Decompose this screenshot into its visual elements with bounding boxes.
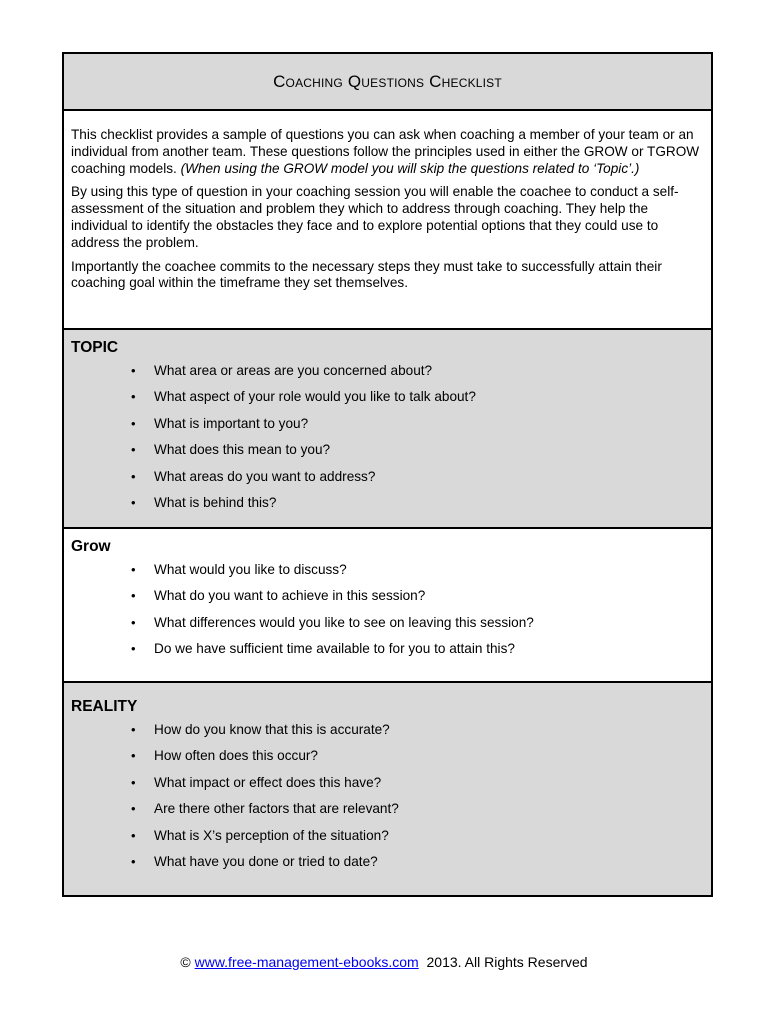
rights-text: 2013. All Rights Reserved [426,954,588,970]
question-text: What do you want to achieve in this session? [154,588,426,604]
question-item [131,588,703,614]
question-item [131,442,703,468]
question-text: What does this mean to you? [154,442,331,458]
bullet-icon: • [131,774,136,790]
bullet-icon: • [131,588,136,604]
question-text: Do we have sufficient time available to for you to attain this? [154,641,515,657]
question-item [131,828,703,854]
intro-paragraph-1 [71,127,703,177]
question-text: What differences would you like to see on leaving this session? [154,614,534,630]
question-list-reality [71,722,703,880]
question-item [131,854,703,880]
bullet-icon: • [131,748,136,764]
question-text: How do you know that this is accurate? [154,722,390,737]
section-heading-topic: TOPIC [71,339,119,356]
question-item [131,615,703,641]
checklist-table [62,52,713,897]
bullet-icon: • [131,722,136,737]
bullet-icon: • [131,363,136,378]
question-item [131,469,703,495]
question-item [131,416,703,442]
question-item [131,562,703,588]
question-text: What areas do you want to address? [154,468,376,484]
bullet-icon: • [131,494,136,510]
website-link[interactable]: www.free-management-ebooks.com [194,954,419,970]
copyright-symbol: © [180,954,191,970]
section-heading-reality: REALITY [71,698,138,715]
question-item [131,775,703,801]
intro-paragraph-2: By using this type of question in your coaching session you will enable the coachee to conduct a self-assessment of the situation and problem they which to address through coaching. They help the individual to identify the obstacles they face and to explore potential options that they could use to address the problem. [71,184,679,250]
question-item [131,801,703,827]
question-text: Are there other factors that are relevant? [154,801,399,817]
intro-paragraph-3: Importantly the coachee commits to the necessary steps they must take to successfully attain their coaching goal within the timeframe they set themselves. [71,258,662,291]
bullet-icon: • [131,801,136,817]
intro-paragraph-1-note: (When using the GROW model you will skip the questions related to ‘Topic’.) [180,160,640,176]
question-text: What have you done or tried to date? [154,853,378,869]
question-list-topic [71,363,703,521]
page-footer [0,954,768,970]
question-text: How often does this occur? [154,748,318,764]
bullet-icon: • [131,442,136,458]
bullet-icon: • [131,614,136,630]
section-topic [64,330,711,529]
intro-row [64,111,711,330]
bullet-icon: • [131,389,136,405]
bullet-icon: • [131,468,136,484]
question-text: What is behind this? [154,494,277,510]
bullet-icon: • [131,415,136,431]
question-text: What is important to you? [154,415,309,431]
intro-paragraph-1-text: This checklist provides a sample of questions you can ask when coaching a member of your team or an individual from another team. These questions follow the principles used in either the GROW or TGROW coaching models. [71,127,700,176]
question-text: What impact or effect does this have? [154,774,382,790]
document-title: Coaching Questions Checklist [273,71,502,91]
question-item [131,641,703,667]
bullet-icon: • [131,827,136,843]
question-text: What is X’s perception of the situation? [154,827,389,843]
section-heading-grow: Grow [71,538,111,555]
question-list-grow [71,562,703,668]
question-item [131,495,703,521]
title-row [64,54,711,111]
question-item [131,722,703,748]
question-item [131,748,703,774]
question-text: What would you like to discuss? [154,562,347,577]
bullet-icon: • [131,562,136,577]
section-grow [64,529,711,683]
question-text: What area or areas are you concerned about? [154,363,433,378]
section-reality [64,683,711,895]
bullet-icon: • [131,853,136,869]
bullet-icon: • [131,641,136,657]
question-item [131,363,703,389]
question-item [131,389,703,415]
question-text: What aspect of your role would you like to talk about? [154,389,476,405]
